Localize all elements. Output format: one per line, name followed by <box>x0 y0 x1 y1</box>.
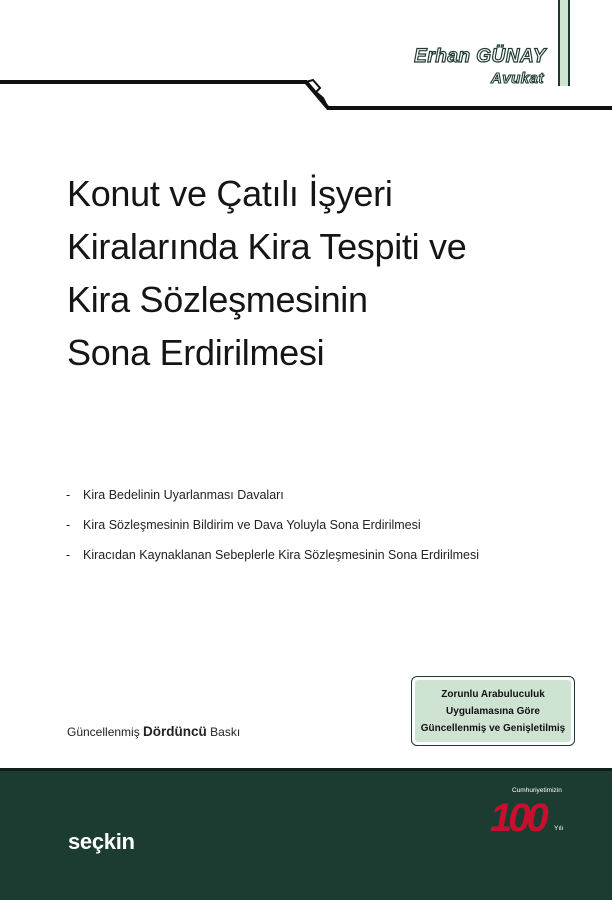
edition-label <box>67 724 240 739</box>
author-title: Avukat <box>490 70 544 87</box>
title-line: Konut ve Çatılı İşyeri <box>67 173 393 214</box>
title-line: Kira Sözleşmesinin <box>67 279 368 320</box>
topic-item <box>66 548 479 578</box>
badge-line: Güncellenmiş ve Genişletilmiş <box>420 722 566 734</box>
title-line: Kiralarında Kira Tespiti ve <box>67 226 467 267</box>
topic-text: Kiracıdan Kaynaklanan Sebeplerle Kira Sözleşmesinin Sona Erdirilmesi <box>83 548 480 562</box>
topic-dash: - <box>66 548 71 562</box>
spine-accent-bar <box>558 0 570 86</box>
edition-suffix: Baskı <box>210 725 241 739</box>
publisher-logo: seçkin <box>68 829 135 854</box>
title-line: Sona Erdirilmesi <box>67 332 325 373</box>
update-badge <box>411 676 575 746</box>
update-badge-content <box>415 680 571 742</box>
edition-prefix: Güncellenmiş <box>67 725 140 739</box>
badge-line: Uygulamasına Göre <box>446 705 540 717</box>
author-name: Erhan GÜNAY <box>414 46 546 67</box>
topic-dash: - <box>66 488 71 502</box>
topic-item <box>66 518 479 548</box>
edition-number: Dördüncü <box>143 724 207 739</box>
book-title <box>67 167 567 379</box>
badge-line: Zorunlu Arabuluculuk <box>441 688 545 700</box>
topic-list <box>66 488 479 578</box>
topic-text: Kira Sözleşmesinin Bildirim ve Dava Yoluyla Sona Erdirilmesi <box>83 518 421 532</box>
topic-text: Kira Bedelinin Uyarlanması Davaları <box>83 488 284 502</box>
header-rule <box>0 76 612 116</box>
centennial-top-text: Cumhuriyetimizin <box>512 787 562 794</box>
centennial-number: 100 <box>490 796 545 839</box>
centennial-bottom-text: Yılı <box>554 825 564 832</box>
centennial-logo <box>484 783 574 839</box>
topic-dash: - <box>66 518 71 532</box>
topic-item <box>66 488 479 518</box>
